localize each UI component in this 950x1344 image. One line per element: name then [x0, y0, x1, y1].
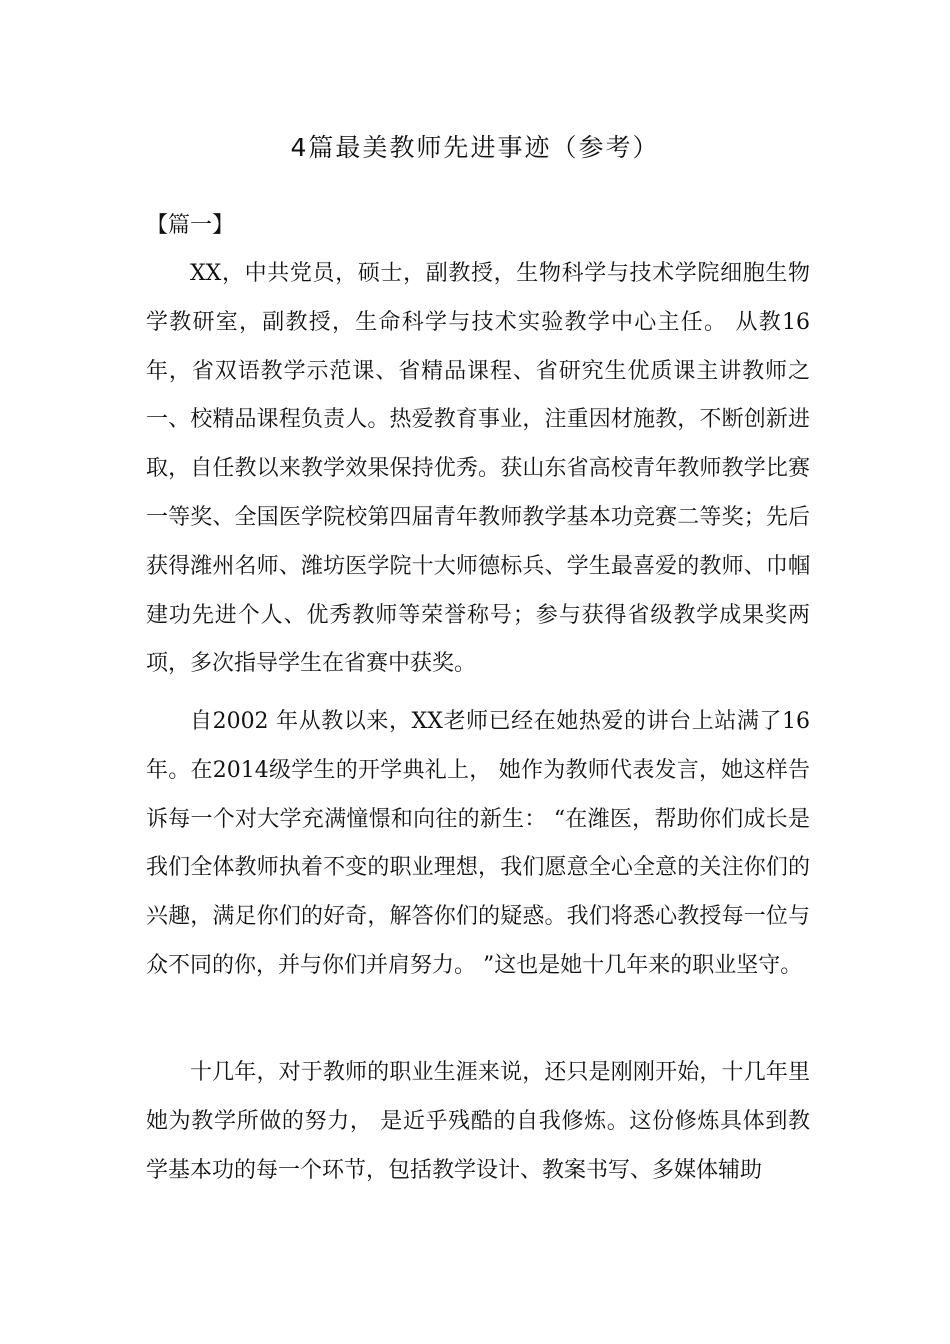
section-heading: 【篇一】	[146, 213, 235, 238]
paragraph-2: 自2002 年从教以来，XX老师已经在她热爱的讲台上站满了16年。在2014级学生的开学典礼上， 她作为教师代表发言，她这样告诉每一个对大学充满憧憬和向往的新生： “在潍医，帮助你们成长是我们全体教师执着不变的职业理想，我们愿意全心全意的关注你们的兴趣，满足你们的好奇，解答你们的疑惑。我们将悉心教授每一位与众不同的你，并与你们并肩努力。 ”这也是她十几年来的职业坚守。	[146, 709, 810, 978]
paragraph-3: 十几年，对于教师的职业生涯来说，还只是刚刚开始，十几年里她为教学所做的努力， 是近乎残酷的自我修炼。这份修炼具体到教学基本功的每一个环节，包括教学设计、教案书写、多媒体辅助	[146, 1060, 810, 1183]
paragraph-1: XX，中共党员，硕士，副教授，生物科学与技术学院细胞生物学教研室，副教授，生命科学与技术实验教学中心主任。 从教16年，省双语教学示范课、省精品课程、省研究生优质课主讲教师之一、校精品课程负责人。热爱教育事业，注重因材施教，不断创新进取，自任教以来教学效果保持优秀。获山东省高校青年教师教学比赛一等奖、全国医学院校第四届青年教师教学基本功竞赛二等奖；先后获得潍州名师、潍坊医学院十大师德标兵、学生最喜爱的教师、巾帼建功先进个人、优秀教师等荣誉称号；参与获得省级教学成果奖两项，多次指导学生在省赛中获奖。	[146, 261, 810, 677]
document-title: 4篇最美教师先进事迹（参考）	[290, 133, 660, 162]
